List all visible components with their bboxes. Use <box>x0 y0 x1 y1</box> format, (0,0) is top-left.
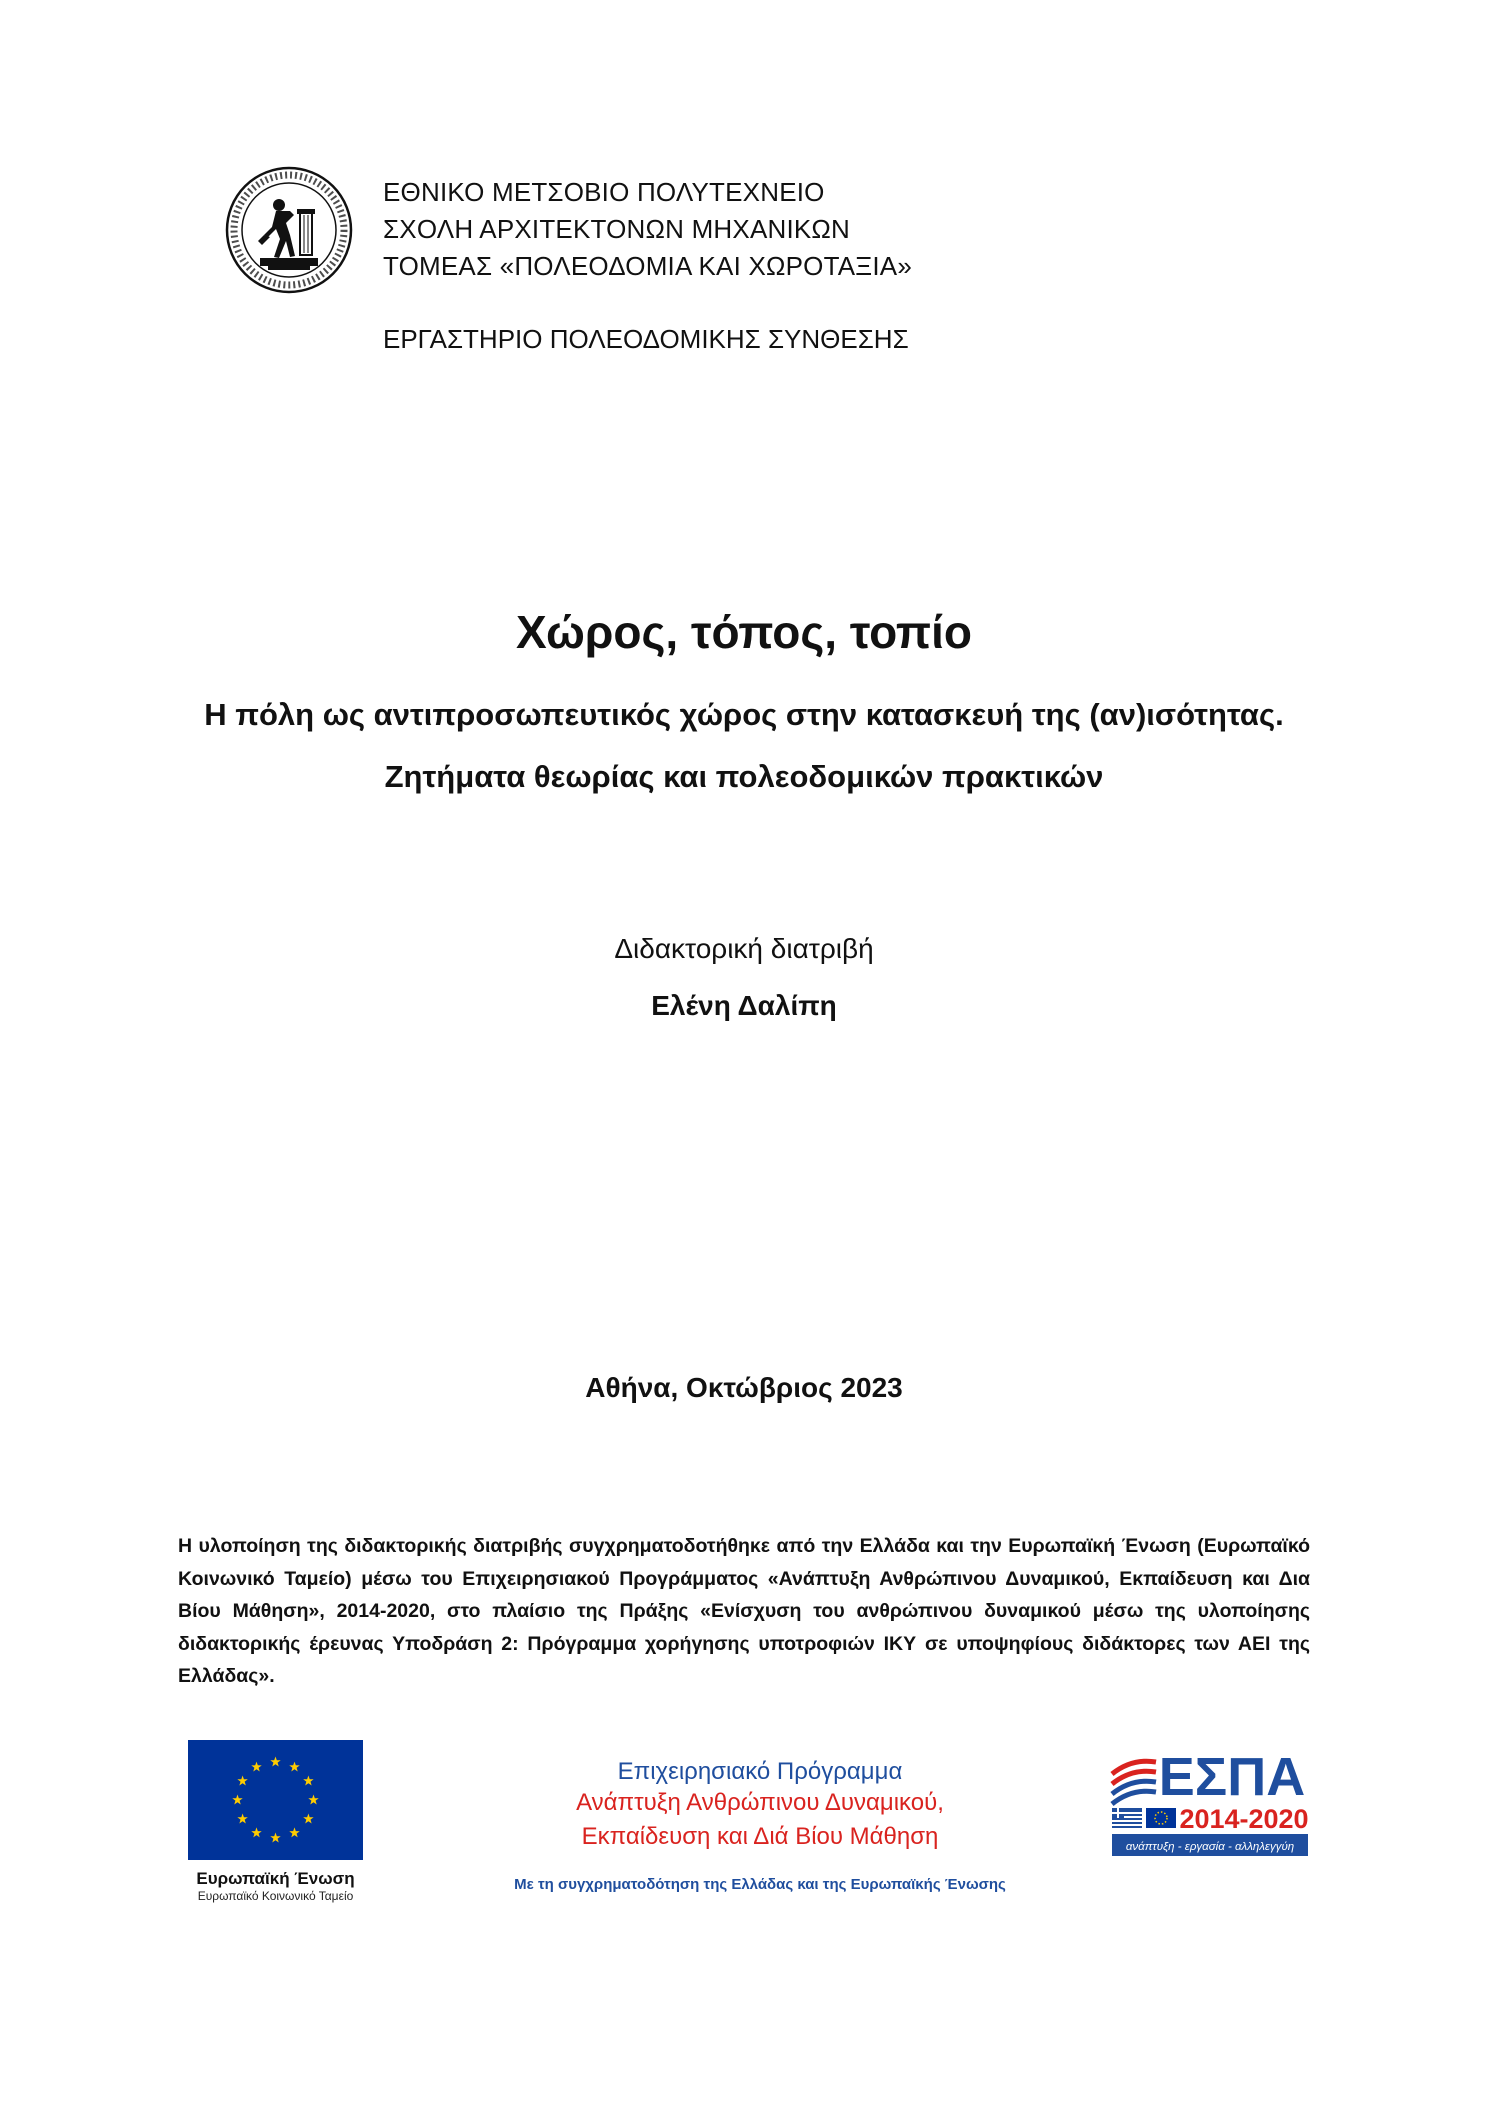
school-name: ΣΧΟΛΗ ΑΡΧΙΤΕΚΤΟΝΩΝ ΜΗΧΑΝΙΚΩΝ <box>383 214 851 244</box>
eu-name: Ευρωπαϊκή Ένωση <box>196 1869 355 1888</box>
operational-programme-logo <box>440 1758 1080 1893</box>
document-subtitle-line2: Ζητήματα θεωρίας και πολεοδομικών πρακτικών <box>384 759 1104 794</box>
laboratory-name: ΕΡΓΑΣΤΗΡΙΟ ΠΟΛΕΟΔΟΜΙΚΗΣ ΣΥΝΘΕΣΗΣ <box>383 324 909 354</box>
espa-tagline: ανάπτυξη - εργασία - αλληλεγγύη <box>1125 1841 1295 1853</box>
document-subtitle-line1: Η πόλη ως αντιπροσωπευτικός χώρος στην κατασκευή της (αν)ισότητας. <box>204 697 1284 732</box>
espa-logo <box>1110 1740 1310 1860</box>
institution-block <box>383 174 912 285</box>
cofunding-note: Με τη συγχρηματοδότηση της Ελλάδας και της Ευρωπαϊκής Ένωσης <box>514 1876 1006 1893</box>
eu-flag-icon <box>188 1740 363 1860</box>
document-title: Χώρος, τόπος, τοπίο <box>515 606 972 658</box>
author-name: Ελένη Δαλίπη <box>651 990 837 1021</box>
document-type: Διδακτορική διατριβή <box>614 933 874 964</box>
place-date: Αθήνα, Οκτώβριος 2023 <box>585 1372 903 1403</box>
programme-name-line2: Εκπαίδευση και Διά Βίου Μάθηση <box>581 1823 939 1850</box>
espa-years: 2014-2020 <box>1179 1804 1309 1834</box>
programme-label: Επιχειρησιακό Πρόγραμμα <box>617 1758 903 1785</box>
greek-flag-icon <box>1112 1808 1142 1828</box>
department-name: ΤΟΜΕΑΣ «ΠΟΛΕΟΔΟΜΙΑ ΚΑΙ ΧΩΡΟΤΑΞΙΑ» <box>383 251 912 281</box>
institution-name: ΕΘΝΙΚΟ ΜΕΤΣΟΒΙΟ ΠΟΛΥΤΕΧΝΕΙΟ <box>383 177 825 207</box>
eu-mini-flag-icon <box>1146 1808 1176 1828</box>
funding-statement: Η υλοποίηση της διδακτορικής διατριβής συγχρηματοδοτήθηκε από την Ελλάδα και την Ευρωπαϊκή Ένωση (Ευρωπαϊκό Κοινωνικό Ταμείο) μέσω του Επιχειρησιακού Προγράμματος «Ανάπτυξη Ανθρώπινου Δυναμικού, Εκπαίδευση και Δια Βίου Μάθηση», 2014-2020, στο πλαίσιο της Πράξης «Ενίσχυση του ανθρώπινου δυναμικού μέσω της υλοποίησης διδακτορικής έρευνας Υποδράση 2: Πρόγραμμα χορήγησης υποτροφιών ΙΚΥ σε υποψηφίους διδάκτορες των ΑΕΙ της Ελλάδας». <box>178 1535 1310 1687</box>
eu-logo <box>188 1740 363 1903</box>
espa-name: ΕΣΠΑ <box>1158 1747 1306 1807</box>
eu-fund-name: Ευρωπαϊκό Κοινωνικό Ταμείο <box>197 1889 354 1903</box>
ntua-seal-icon <box>224 165 354 295</box>
programme-name-line1: Ανάπτυξη Ανθρώπινου Δυναμικού, <box>576 1789 944 1816</box>
